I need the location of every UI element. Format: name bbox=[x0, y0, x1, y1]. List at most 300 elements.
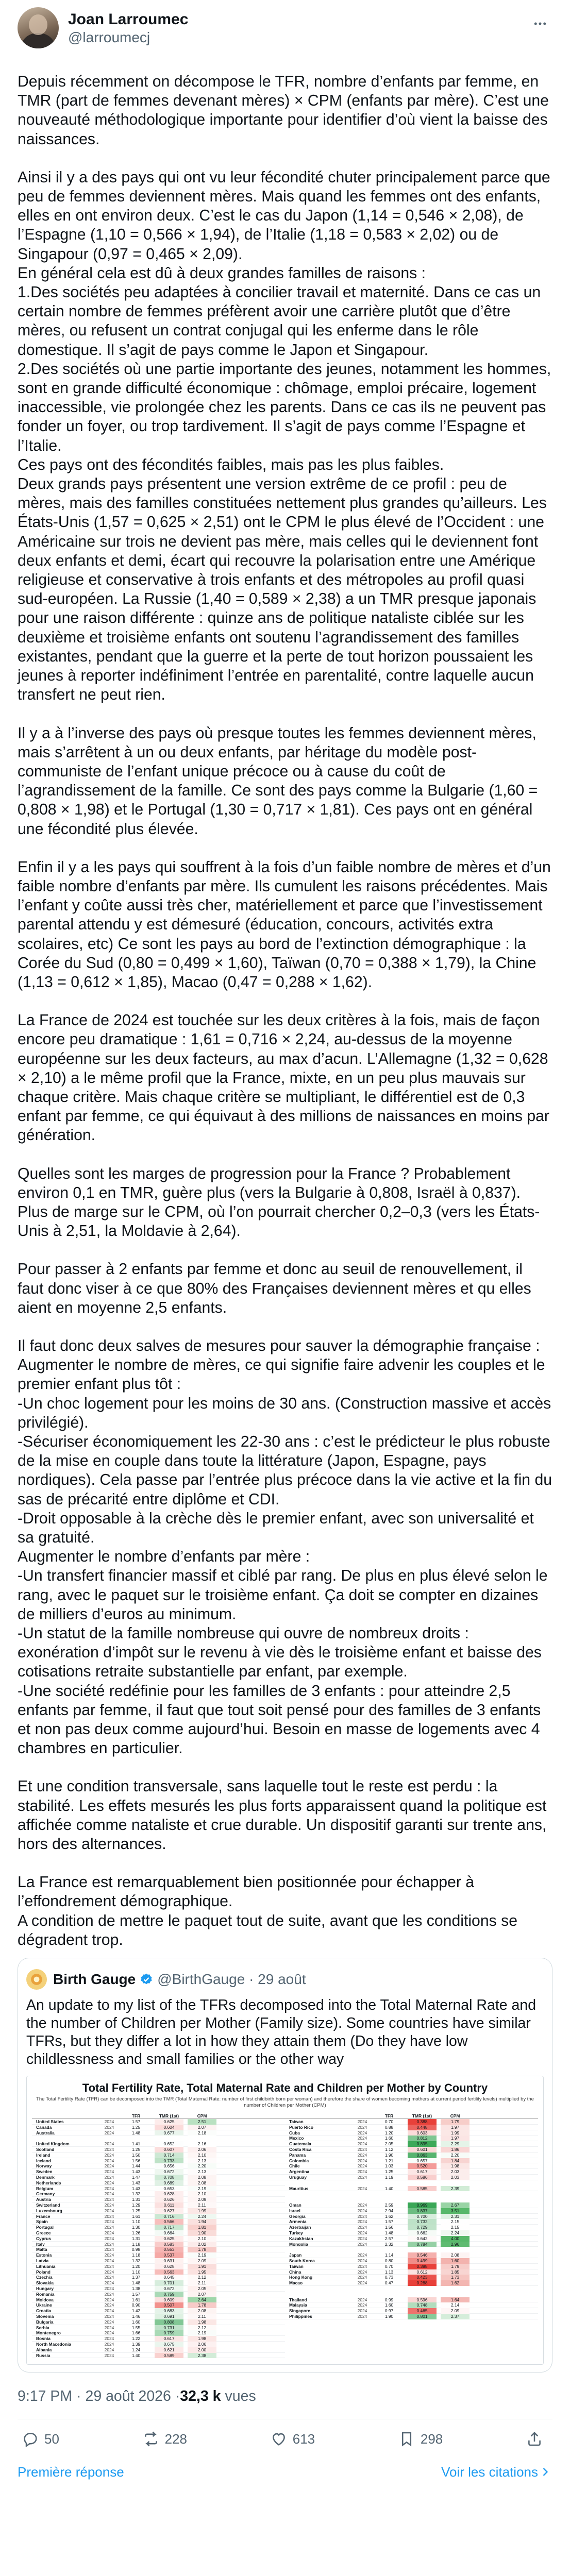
year-cell bbox=[99, 2325, 120, 2330]
cpm-cell bbox=[186, 2258, 219, 2263]
table-header-cell: TMR (1st) bbox=[159, 2113, 179, 2119]
cell-value: 2024 bbox=[357, 2235, 367, 2241]
cell-value: 2024 bbox=[104, 2158, 114, 2163]
cpm-cell bbox=[186, 2197, 219, 2202]
table-row bbox=[32, 2180, 285, 2186]
cell-value: 1.97 bbox=[441, 2125, 470, 2130]
year-cell bbox=[352, 2297, 373, 2302]
quoted-avatar[interactable] bbox=[26, 1969, 47, 1990]
country-cell bbox=[32, 2242, 99, 2247]
cell-value: 2024 bbox=[104, 2180, 114, 2185]
cell-value: Belgium bbox=[36, 2185, 54, 2191]
tmr-cell bbox=[153, 2208, 186, 2213]
tfr-cell bbox=[120, 2347, 153, 2352]
table-row bbox=[285, 2214, 538, 2219]
cell-value: 0.675 bbox=[155, 2342, 183, 2347]
tfr-cell bbox=[120, 2286, 153, 2291]
quoted-tweet[interactable] bbox=[18, 1958, 552, 2372]
cpm-cell bbox=[439, 2153, 472, 2158]
country-cell bbox=[285, 2258, 352, 2263]
cell-value: 2024 bbox=[357, 2136, 367, 2141]
cell-value: Latvia bbox=[36, 2258, 49, 2263]
cell-value: 2.07 bbox=[188, 2292, 216, 2297]
year-cell bbox=[99, 2125, 120, 2130]
cell-value: 0.617 bbox=[155, 2336, 183, 2342]
cpm-cell bbox=[186, 2191, 219, 2196]
cell-value: 0.717 bbox=[155, 2225, 183, 2230]
table-header-cell bbox=[285, 2113, 352, 2119]
tweet-paragraph: La France est remarquablement bien positionnée pour échapper à l’effondrement démographique. A condition de mettre le paquet tout de suite, avant que les conditions se dégradent trop. bbox=[18, 1874, 517, 1948]
table-right-column bbox=[285, 2113, 538, 2358]
cell-value: Italy bbox=[36, 2241, 45, 2247]
year-cell bbox=[99, 2141, 120, 2146]
tweet-paragraph: Pour passer à 2 enfants par femme et donc au seuil de renouvellement, il faut donc viser à ce que 80% des Françaises deviennent mères et qu elles aient en moyenne 2,5 enfants. bbox=[18, 1261, 531, 1316]
cell-value: 0.604 bbox=[155, 2125, 183, 2130]
cell-value: 2.11 bbox=[188, 2280, 216, 2286]
cell-value: Singapore bbox=[289, 2308, 310, 2313]
tmr-cell bbox=[153, 2202, 186, 2208]
country-cell bbox=[285, 2280, 352, 2285]
tfr-cell bbox=[120, 2175, 153, 2180]
country-cell bbox=[32, 2325, 99, 2330]
cell-value: Canada bbox=[36, 2124, 52, 2130]
cell-value: 0.748 bbox=[408, 2302, 437, 2308]
cpm-cell bbox=[186, 2186, 219, 2191]
table-row bbox=[285, 2180, 538, 2186]
cell-value: 2.08 bbox=[188, 2308, 216, 2314]
year-cell bbox=[352, 2302, 373, 2308]
country-cell bbox=[32, 2275, 99, 2280]
tmr-cell bbox=[153, 2342, 186, 2347]
cell-value: 2.13 bbox=[188, 2158, 216, 2164]
cell-value: 0.388 bbox=[408, 2119, 437, 2125]
table-row bbox=[285, 2308, 538, 2314]
cell-value: 2024 bbox=[357, 2175, 367, 2180]
tmr-cell bbox=[153, 2319, 186, 2325]
cell-value: 0.642 bbox=[408, 2236, 437, 2242]
quoted-author-handle: @BirthGauge · 29 août bbox=[157, 1971, 306, 1988]
cpm-cell bbox=[186, 2175, 219, 2180]
country-cell bbox=[285, 2208, 352, 2213]
cell-value: Portugal bbox=[36, 2225, 54, 2230]
cell-value: 2024 bbox=[357, 2252, 367, 2258]
cell-value: 0.700 bbox=[408, 2214, 437, 2219]
table-row bbox=[32, 2119, 285, 2125]
cpm-cell bbox=[439, 2292, 472, 2297]
table-header-cell bbox=[32, 2113, 99, 2119]
country-cell bbox=[32, 2286, 99, 2291]
country-cell bbox=[285, 2141, 352, 2146]
country-cell bbox=[32, 2197, 99, 2202]
country-cell bbox=[32, 2136, 99, 2141]
table-row bbox=[285, 2258, 538, 2264]
table-row bbox=[32, 2191, 285, 2197]
cell-value: 1.91 bbox=[188, 2264, 216, 2269]
cell-value: 1.97 bbox=[441, 2136, 470, 2141]
author-handle[interactable]: @larroumecj bbox=[68, 29, 150, 45]
quoted-author-name[interactable]: Birth Gauge bbox=[53, 1971, 136, 1988]
cell-value: 1.94 bbox=[188, 2219, 216, 2225]
year-cell bbox=[99, 2292, 120, 2297]
cell-value: 2.20 bbox=[441, 2153, 470, 2158]
table-row bbox=[285, 2297, 538, 2303]
tweet-paragraph: Et une condition transversale, sans laquelle tout le reste est perdu : la stabilité. Les effets mesurés les plus forts apparaissent quand la politique est affichée comme nataliste et crue durable. Un dispositif garanti sur trente ans, hors des alternances. bbox=[18, 1778, 547, 1853]
cell-value: 0.603 bbox=[408, 2130, 437, 2136]
table-row bbox=[32, 2308, 285, 2314]
cell-value: Bulgaria bbox=[36, 2319, 54, 2325]
table-header-cell bbox=[99, 2113, 120, 2119]
cell-value: 2024 bbox=[104, 2175, 114, 2180]
tmr-cell bbox=[406, 2280, 439, 2285]
tfr-cell bbox=[373, 2302, 406, 2308]
table-row bbox=[285, 2136, 538, 2141]
cpm-cell bbox=[186, 2302, 219, 2308]
share-button[interactable] bbox=[526, 2430, 548, 2448]
tmr-cell bbox=[406, 2269, 439, 2275]
table-row bbox=[32, 2286, 285, 2292]
cell-value: 0.585 bbox=[408, 2186, 437, 2192]
views-label: vues bbox=[225, 2387, 256, 2404]
table-row bbox=[285, 2236, 538, 2242]
cpm-cell bbox=[186, 2280, 219, 2285]
cell-value: South Korea bbox=[289, 2258, 315, 2263]
cpm-cell bbox=[186, 2236, 219, 2241]
cell-value: 0.388 bbox=[408, 2264, 437, 2269]
tfr-cell bbox=[120, 2214, 153, 2219]
tmr-cell bbox=[153, 2247, 186, 2252]
tmr-cell bbox=[153, 2252, 186, 2258]
cell-value: 2024 bbox=[104, 2325, 114, 2330]
reply-button[interactable] bbox=[22, 2430, 59, 2448]
like-button[interactable] bbox=[270, 2430, 315, 2448]
cell-value: 2.06 bbox=[188, 2147, 216, 2153]
year-cell bbox=[352, 2225, 373, 2230]
table-row bbox=[285, 2202, 538, 2208]
cell-value: 0.656 bbox=[155, 2163, 183, 2169]
table-row bbox=[32, 2319, 285, 2325]
cell-value: 2024 bbox=[104, 2147, 114, 2153]
cell-value: Taiwan bbox=[289, 2263, 304, 2269]
cell-value: 1.62 bbox=[441, 2280, 470, 2286]
cell-value: 1.21 bbox=[384, 2158, 394, 2163]
cell-value: Greece bbox=[36, 2230, 51, 2235]
country-cell bbox=[285, 2202, 352, 2208]
country-cell bbox=[32, 2319, 99, 2325]
cell-value: Moldova bbox=[36, 2297, 54, 2302]
cell-value: 2024 bbox=[104, 2163, 114, 2169]
year-cell bbox=[99, 2119, 120, 2124]
cell-value: 1.26 bbox=[131, 2230, 141, 2236]
cell-value: Luxembourg bbox=[36, 2208, 62, 2213]
cell-value: 2024 bbox=[104, 2219, 114, 2225]
cell-value: Mauritius bbox=[289, 2185, 309, 2191]
cell-value: Turkey bbox=[289, 2230, 303, 2235]
country-cell bbox=[32, 2308, 99, 2313]
country-cell bbox=[32, 2147, 99, 2152]
country-cell bbox=[285, 2264, 352, 2269]
cpm-cell bbox=[439, 2280, 472, 2285]
tfr-cell bbox=[373, 2247, 406, 2252]
tmr-cell bbox=[153, 2125, 186, 2130]
cell-value: 2024 bbox=[104, 2291, 114, 2297]
year-cell bbox=[99, 2353, 120, 2358]
fertility-table-image[interactable] bbox=[26, 2076, 544, 2365]
table-row bbox=[285, 2130, 538, 2136]
cell-value: 0.611 bbox=[155, 2202, 183, 2208]
cell-value: 2.05 bbox=[188, 2286, 216, 2292]
cell-value: 2024 bbox=[357, 2225, 367, 2230]
cell-value: 2.64 bbox=[188, 2297, 216, 2303]
cell-value: 0.653 bbox=[155, 2186, 183, 2192]
cell-value: 1.60 bbox=[384, 2136, 394, 2141]
cell-value: 1.25 bbox=[131, 2208, 141, 2213]
country-cell bbox=[32, 2163, 99, 2168]
cpm-cell bbox=[186, 2325, 219, 2330]
tfr-cell bbox=[120, 2314, 153, 2319]
tfr-cell bbox=[373, 2236, 406, 2241]
cell-value: 2.09 bbox=[188, 2197, 216, 2202]
cell-value: Japan bbox=[289, 2252, 302, 2258]
cell-value: 2024 bbox=[357, 2202, 367, 2208]
cell-value: 1.32 bbox=[131, 2191, 141, 2197]
country-cell bbox=[32, 2342, 99, 2347]
verified-badge-icon bbox=[140, 1973, 153, 1986]
first-reply-link[interactable]: Première réponse bbox=[18, 2464, 124, 2480]
tmr-cell bbox=[406, 2180, 439, 2186]
tfr-cell bbox=[373, 2175, 406, 2180]
table-row bbox=[32, 2292, 285, 2297]
cell-value: 2024 bbox=[357, 2141, 367, 2147]
cell-value: Croatia bbox=[36, 2308, 51, 2313]
year-cell bbox=[352, 2158, 373, 2163]
cell-value: 1.38 bbox=[131, 2285, 141, 2291]
tmr-cell bbox=[406, 2297, 439, 2302]
tmr-cell bbox=[406, 2264, 439, 2269]
cell-value: Costa Rica bbox=[289, 2147, 312, 2152]
cell-value: 2.00 bbox=[188, 2347, 216, 2353]
tmr-cell bbox=[153, 2336, 186, 2341]
cell-value: 1.79 bbox=[441, 2119, 470, 2125]
table-row bbox=[32, 2336, 285, 2342]
cpm-cell bbox=[186, 2252, 219, 2258]
tfr-cell bbox=[373, 2136, 406, 2141]
tfr-cell bbox=[373, 2280, 406, 2285]
cell-value: 1.39 bbox=[131, 2341, 141, 2347]
table-row bbox=[285, 2280, 538, 2286]
cell-value: Lithuania bbox=[36, 2263, 56, 2269]
tmr-cell bbox=[153, 2314, 186, 2319]
cell-value: Chile bbox=[289, 2163, 300, 2169]
tmr-cell bbox=[153, 2191, 186, 2196]
tfr-cell bbox=[120, 2325, 153, 2330]
table-row bbox=[285, 2247, 538, 2252]
cpm-cell bbox=[439, 2136, 472, 2141]
cell-value: 2.11 bbox=[188, 2202, 216, 2208]
cell-value: Mexico bbox=[289, 2136, 304, 2141]
cell-value: 0.537 bbox=[155, 2252, 183, 2258]
table-row bbox=[285, 2197, 538, 2202]
cell-value: 1.98 bbox=[188, 2336, 216, 2342]
cell-value: 1.42 bbox=[131, 2308, 141, 2314]
share-icon bbox=[526, 2430, 543, 2448]
cell-value: 1.90 bbox=[188, 2230, 216, 2236]
year-cell bbox=[99, 2264, 120, 2269]
cell-value: Malaysia bbox=[289, 2302, 307, 2308]
cell-value: 0.969 bbox=[408, 2202, 437, 2208]
tfr-cell bbox=[373, 2163, 406, 2168]
cell-value: 1.99 bbox=[188, 2208, 216, 2214]
cell-value: 2.09 bbox=[441, 2308, 470, 2314]
year-cell bbox=[99, 2225, 120, 2230]
tfr-cell bbox=[373, 2308, 406, 2313]
reply-count: 50 bbox=[44, 2431, 59, 2447]
tfr-cell bbox=[120, 2125, 153, 2130]
author-name[interactable]: Joan Larroumec bbox=[68, 11, 189, 28]
tmr-cell bbox=[406, 2242, 439, 2247]
cell-value: 0.626 bbox=[155, 2197, 183, 2202]
tfr-cell bbox=[373, 2258, 406, 2263]
table-header-cell bbox=[352, 2113, 373, 2119]
tfr-cell bbox=[373, 2225, 406, 2230]
year-cell bbox=[352, 2308, 373, 2313]
cell-value: 1.48 bbox=[131, 2130, 141, 2136]
table-row bbox=[32, 2141, 285, 2147]
country-cell bbox=[32, 2225, 99, 2230]
country-cell bbox=[32, 2191, 99, 2196]
cell-value: 1.31 bbox=[131, 2235, 141, 2241]
cell-value: Malta bbox=[36, 2247, 47, 2252]
country-cell bbox=[285, 2286, 352, 2292]
cell-value: 0.729 bbox=[408, 2225, 437, 2230]
cell-value: 0.596 bbox=[408, 2297, 437, 2303]
country-cell bbox=[285, 2136, 352, 2141]
tmr-cell bbox=[153, 2330, 186, 2335]
cell-value: 2024 bbox=[104, 2319, 114, 2325]
view-quotes-link[interactable] bbox=[441, 2464, 552, 2480]
cell-value: 0.553 bbox=[155, 2247, 183, 2252]
tfr-cell bbox=[373, 2130, 406, 2136]
cpm-cell bbox=[186, 2297, 219, 2302]
table-row bbox=[32, 2347, 285, 2353]
country-cell bbox=[32, 2264, 99, 2269]
cpm-cell bbox=[186, 2158, 219, 2163]
cpm-cell bbox=[439, 2147, 472, 2152]
cpm-cell bbox=[439, 2186, 472, 2191]
cell-value: 2024 bbox=[104, 2141, 114, 2147]
cell-value: 2.51 bbox=[188, 2119, 216, 2125]
tfr-cell bbox=[120, 2136, 153, 2141]
country-cell bbox=[285, 2247, 352, 2252]
cell-value: 1.46 bbox=[131, 2313, 141, 2319]
cell-value: 0.677 bbox=[155, 2130, 183, 2136]
tfr-cell bbox=[373, 2125, 406, 2130]
cell-value: 2.15 bbox=[441, 2225, 470, 2230]
cpm-cell bbox=[439, 2125, 472, 2130]
cell-value: 1.73 bbox=[441, 2275, 470, 2280]
cell-value: Slovakia bbox=[36, 2280, 54, 2285]
cpm-cell bbox=[439, 2252, 472, 2258]
cpm-cell bbox=[186, 2292, 219, 2297]
cpm-cell bbox=[439, 2180, 472, 2186]
table-header-row bbox=[285, 2113, 538, 2119]
tmr-cell bbox=[153, 2147, 186, 2152]
cell-value: 2024 bbox=[357, 2308, 367, 2314]
cpm-cell bbox=[186, 2308, 219, 2313]
cell-value: 2024 bbox=[104, 2119, 114, 2125]
tmr-cell bbox=[153, 2230, 186, 2235]
cell-value: 2024 bbox=[357, 2302, 367, 2308]
more-icon[interactable] bbox=[528, 11, 552, 36]
cell-value: 1.44 bbox=[131, 2163, 141, 2169]
tmr-cell bbox=[406, 2236, 439, 2241]
year-cell bbox=[99, 2197, 120, 2202]
cell-value: North Macedonia bbox=[36, 2341, 71, 2347]
cell-value: 0.612 bbox=[408, 2269, 437, 2275]
year-cell bbox=[352, 2219, 373, 2224]
tfr-cell bbox=[120, 2191, 153, 2196]
views-count: 32,3 k bbox=[180, 2387, 221, 2404]
cpm-cell bbox=[439, 2119, 472, 2124]
cell-value: 2024 bbox=[104, 2252, 114, 2258]
cpm-cell bbox=[186, 2202, 219, 2208]
cell-value: 1.55 bbox=[131, 2325, 141, 2330]
bookmark-button[interactable] bbox=[398, 2430, 443, 2448]
cell-value: 0.701 bbox=[155, 2280, 183, 2286]
country-cell bbox=[32, 2125, 99, 2130]
cell-value: 0.672 bbox=[155, 2286, 183, 2292]
cell-value: Ukraine bbox=[36, 2302, 52, 2308]
tmr-cell bbox=[406, 2136, 439, 2141]
avatar[interactable] bbox=[18, 7, 59, 48]
cell-value: 2.19 bbox=[188, 2186, 216, 2192]
cpm-cell bbox=[186, 2330, 219, 2335]
cpm-cell bbox=[186, 2319, 219, 2325]
cell-value: 0.628 bbox=[155, 2191, 183, 2197]
tfr-cell bbox=[120, 2242, 153, 2247]
tfr-cell bbox=[120, 2258, 153, 2263]
cell-value: 0.448 bbox=[408, 2125, 437, 2130]
tmr-cell bbox=[406, 2219, 439, 2224]
tweet-paragraph: Enfin il y a les pays qui souffrent à la fois d’un faible nombre de mères et d’un faible nombre d’enfants par mère. Ils cumulent les raisons précédentes. Mais l’enfant y coûte aussi très cher, matériellement et parce que l’investissement parental attendu y est démesuré (éducation, concours, activités extra scolaires, etc) Ce sont les pays au bord de l’extinction démographique : la Corée du Sud (0,80 = 0,499 × 1,60), Taïwan (0,70 = 0,388 × 1,79), la Chine (1,13 = 0,612 × 1,85), Macao (0,47 = 0,288 × 1,62). bbox=[18, 858, 551, 991]
cpm-cell bbox=[186, 2208, 219, 2213]
country-cell bbox=[285, 2153, 352, 2158]
tfr-cell bbox=[373, 2208, 406, 2213]
tweet-timestamp[interactable]: 9:17 PM · 29 août 2026 · bbox=[18, 2387, 180, 2404]
tweet-text bbox=[18, 72, 552, 1950]
country-cell bbox=[32, 2130, 99, 2136]
cell-value: 0.288 bbox=[408, 2280, 437, 2286]
cpm-cell bbox=[439, 2130, 472, 2136]
country-cell bbox=[32, 2219, 99, 2224]
cell-value: 2024 bbox=[104, 2225, 114, 2230]
tfr-cell bbox=[120, 2202, 153, 2208]
cell-value: 2024 bbox=[104, 2191, 114, 2197]
quoted-tweet-text: An update to my list of the TFRs decomposed into the Total Maternal Rate and the number of Children per Mother (Family size). Some countries have similar TFRs, but they differ a lot in how they attain them (Do they have low childlessness and small families or the other way bbox=[26, 1997, 537, 2068]
repost-button[interactable] bbox=[142, 2430, 187, 2448]
cell-value: Spain bbox=[36, 2219, 48, 2225]
cell-value: 0.589 bbox=[155, 2353, 183, 2359]
table-header-row bbox=[32, 2113, 285, 2119]
bookmark-icon bbox=[398, 2430, 415, 2448]
cell-value: 0.691 bbox=[155, 2314, 183, 2319]
cell-value: Panama bbox=[289, 2152, 306, 2158]
year-cell bbox=[352, 2258, 373, 2263]
cell-value: 0.607 bbox=[155, 2147, 183, 2153]
year-cell bbox=[352, 2252, 373, 2258]
cell-value: 0.609 bbox=[155, 2297, 183, 2303]
cell-value: 1.43 bbox=[131, 2180, 141, 2185]
cell-value: Philippines bbox=[289, 2313, 312, 2319]
